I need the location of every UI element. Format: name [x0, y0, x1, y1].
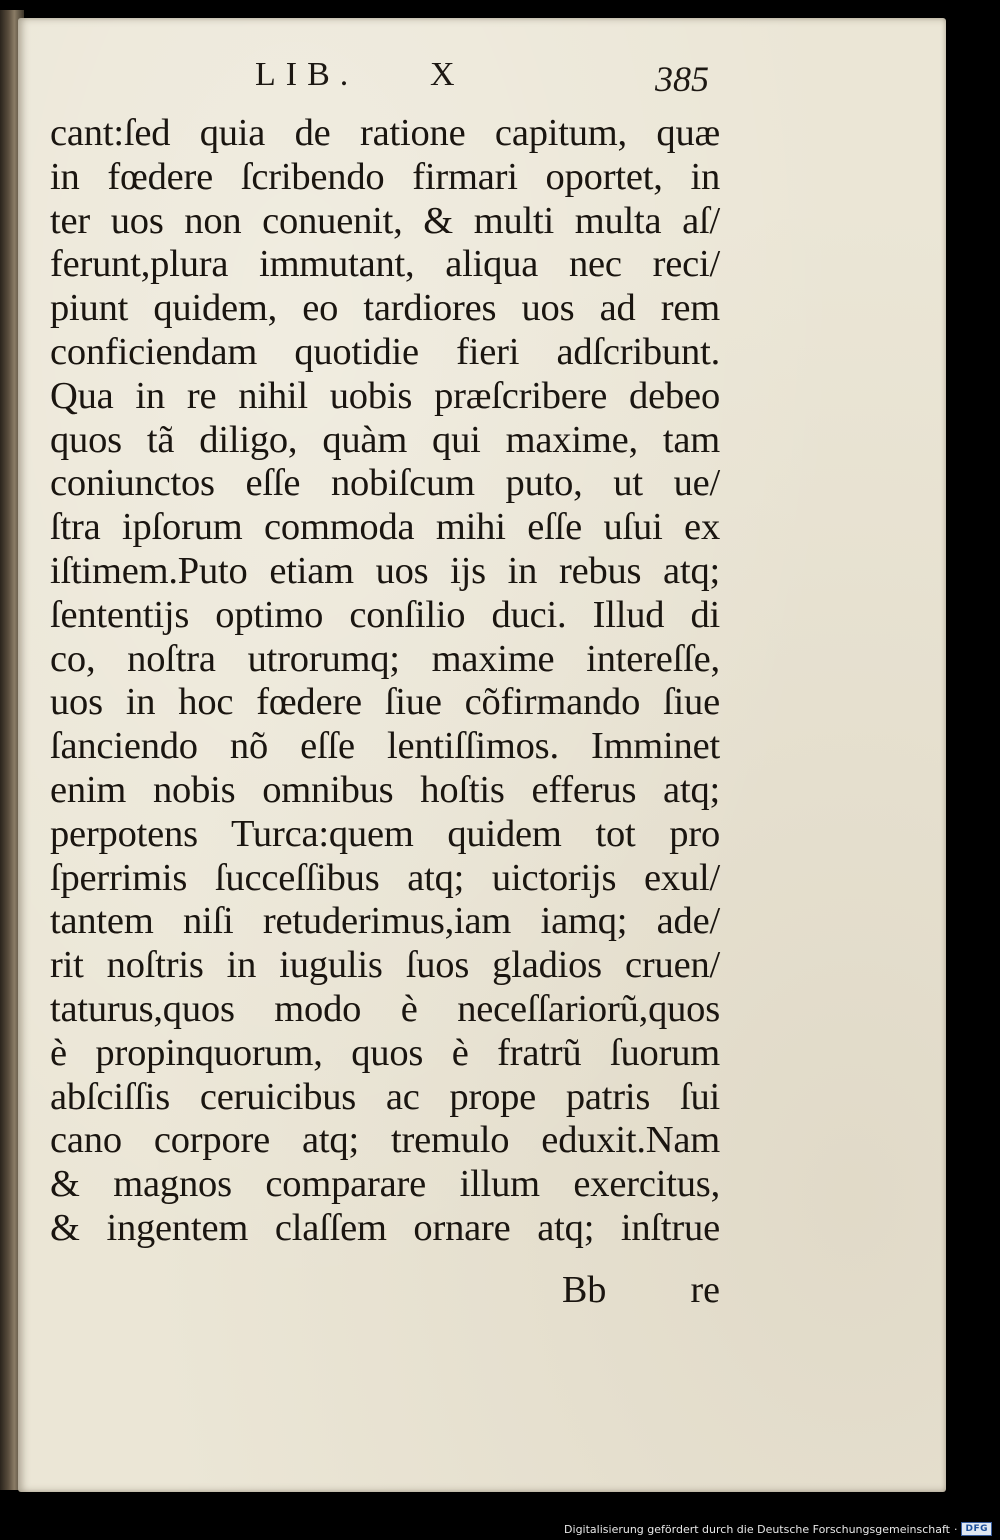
running-head: [0, 56, 1000, 106]
running-head-book: LIB.: [255, 56, 359, 93]
text-line: ſanciendo nõ eſſe lentiſſimos. Imminet: [50, 725, 720, 768]
text-line: coniunctos eſſe nobiſcum puto, ut ue/: [50, 462, 720, 505]
text-line: ter uos non conuenit, & multi multa aſ/: [50, 199, 720, 242]
text-line: ſtra ipſorum commoda mihi eſſe uſui ex: [50, 506, 720, 549]
body-text: [50, 112, 720, 1251]
text-line: ſententijs optimo conſilio duci. Illud di: [50, 593, 720, 636]
text-line: tantem niſi retuderimus,iam iamq; ade/: [50, 900, 720, 943]
text-line: enim nobis omnibus hoſtis efferus atq;: [50, 768, 720, 811]
text-line: quos tã diligo, quàm qui maxime, tam: [50, 418, 720, 461]
text-line: ſperrimis ſucceſſibus atq; uictorijs exul/: [50, 856, 720, 899]
text-line: è propinquorum, quos è fratrũ ſuorum: [50, 1031, 720, 1074]
text-line: perpotens Turca:quem quidem tot pro: [50, 812, 720, 855]
page-number: 385: [655, 59, 709, 99]
text-line: cano corpore atq; tremulo eduxit.Nam: [50, 1119, 720, 1162]
text-line: co, noſtra utrorumq; maxime intereſſe,: [50, 637, 720, 680]
signature-mark: Bb: [562, 1269, 607, 1311]
catchword: re: [690, 1269, 720, 1311]
text-line: taturus,quos modo è neceſſariorũ,quos: [50, 987, 720, 1030]
text-line: abſciſſis ceruicibus ac prope patris ſui: [50, 1075, 720, 1118]
text-line: cant:ſed quia de ratione capitum, quæ: [50, 112, 720, 154]
text-line: iſtimem.Puto etiam uos ijs in rebus atq;: [50, 549, 720, 592]
text-line: piunt quidem, eo tardiores uos ad rem: [50, 287, 720, 330]
dfg-logo-icon: DFG: [961, 1522, 992, 1536]
credit-text: Digitalisierung gefördert durch die Deutsche Forschungsgemeinschaft: [564, 1522, 950, 1536]
text-line: in fœdere ſcribendo firmari oportet, in: [50, 155, 720, 198]
text-line: uos in hoc fœdere ſiue cõfirmando ſiue: [50, 681, 720, 724]
catchline: [50, 1268, 720, 1312]
text-line: Qua in re nihil uobis præſcribere debeo: [50, 374, 720, 417]
text-line: ferunt,plura immutant, aliqua nec reci/: [50, 243, 720, 286]
text-line: rit noſtris in iugulis ſuos gladios cruen/: [50, 944, 720, 987]
credit-separator: ·: [953, 1522, 958, 1536]
running-head-chapter: X: [430, 56, 455, 93]
digitization-credit: [564, 1521, 992, 1537]
text-line: & magnos comparare illum exercitus,: [50, 1163, 720, 1206]
text-line: & ingentem claſſem ornare atq; inſtrue: [50, 1206, 720, 1249]
text-line: conficiendam quotidie fieri adſcribunt.: [50, 330, 720, 373]
